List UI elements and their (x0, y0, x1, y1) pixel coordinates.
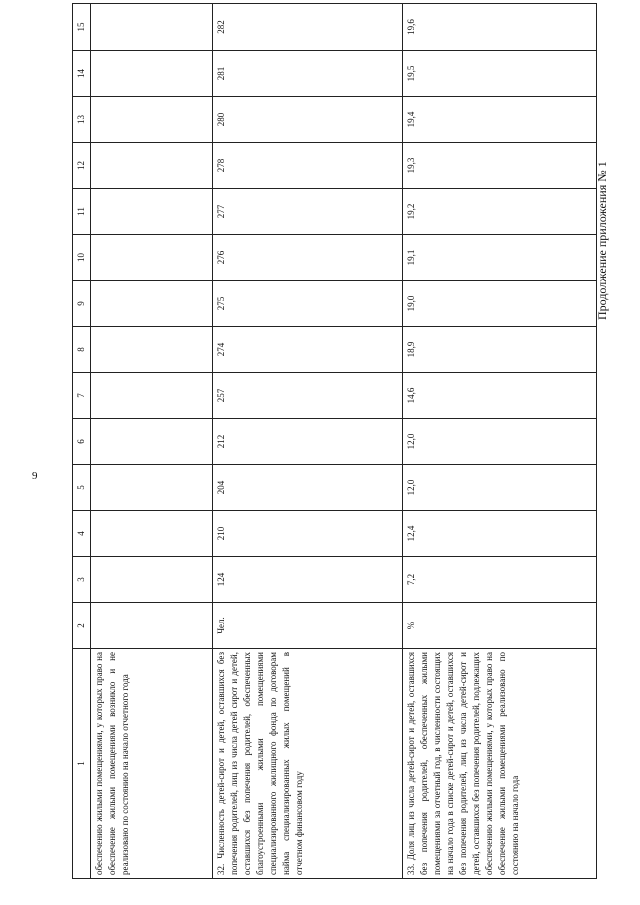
table-cell (91, 373, 213, 419)
table-cell (91, 235, 213, 281)
table-cell: 277 (213, 189, 403, 235)
table-cell: 19,6 (403, 4, 597, 51)
column-header: 8 (73, 327, 91, 373)
column-header: 6 (73, 419, 91, 465)
column-header: 14 (73, 51, 91, 97)
appendix-header (595, 40, 609, 320)
table-cell (91, 4, 213, 51)
table-cell: 124 (213, 557, 403, 603)
table-cell: 19,0 (403, 281, 597, 327)
table-cell: 18,9 (403, 327, 597, 373)
table-cell (91, 189, 213, 235)
column-header: 13 (73, 97, 91, 143)
column-header: 11 (73, 189, 91, 235)
column-header: 7 (73, 373, 91, 419)
table-cell: 19,1 (403, 235, 597, 281)
table-cell: 212 (213, 419, 403, 465)
row-description: обеспечению жилыми помещениями, у которых право на обеспечение жилыми помещениями возникло и не реализовано по состоянию на начало отчетного года (91, 649, 213, 879)
table-cell: 19,5 (403, 51, 597, 97)
row-unit: Чел. (213, 603, 403, 649)
table-cell: 257 (213, 373, 403, 419)
row-unit: % (403, 603, 597, 649)
column-header: 10 (73, 235, 91, 281)
data-table (72, 3, 597, 879)
column-header: 2 (73, 603, 91, 649)
table-cell: 204 (213, 465, 403, 511)
table-cell: 276 (213, 235, 403, 281)
table-cell (91, 557, 213, 603)
table-cell (91, 511, 213, 557)
table-cell: 210 (213, 511, 403, 557)
table-cell: 274 (213, 327, 403, 373)
table-cell: 12,0 (403, 419, 597, 465)
row-unit (91, 603, 213, 649)
table-cell: 14,6 (403, 373, 597, 419)
table-cell: 19,2 (403, 189, 597, 235)
table-cell (91, 97, 213, 143)
table-cell: 19,3 (403, 143, 597, 189)
table-cell: 278 (213, 143, 403, 189)
table-cell: 280 (213, 97, 403, 143)
column-header: 15 (73, 4, 91, 51)
column-header: 3 (73, 557, 91, 603)
column-header: 5 (73, 465, 91, 511)
row-description: 33. Доля лиц из числа детей-сирот и детей, оставшихся без попечения родителей, обеспеченных жилыми помещениями за отчетный год, в численности состоящих на начало года в списке детей-сирот и детей, оставшихся без попечения родителей, лиц из числа детей-сирот и детей, оставшихся без попечения родителей, подлежащих обеспечению жилыми помещениями, у которых право на обеспечение жилыми помещениями реализовано по состоянию на начало года (403, 649, 597, 879)
table-cell: 12,0 (403, 465, 597, 511)
column-header: 1 (73, 649, 91, 879)
table-cell: 282 (213, 4, 403, 51)
table-container (72, 19, 597, 879)
table-cell (91, 419, 213, 465)
table-cell (91, 281, 213, 327)
appendix-header-text: Продолжение приложения № 1 (595, 161, 609, 320)
table-row (403, 4, 597, 879)
page-number: 9 (32, 470, 38, 482)
table-cell: 19,4 (403, 97, 597, 143)
table-cell: 7,2 (403, 557, 597, 603)
column-number-row (73, 4, 91, 879)
table-cell (91, 465, 213, 511)
table-row (91, 4, 213, 879)
table-cell: 281 (213, 51, 403, 97)
column-header: 12 (73, 143, 91, 189)
row-description: 32. Численность детей-сирот и детей, оставшихся без попечения родителей, лиц из числа детей сирот и детей, оставшихся без попечения родителей, обеспеченных благоустроенными жилыми помещениями специализированного жилищного фонда по договорам найма специализированных жилых помещений в отчетном финансовом году (213, 649, 403, 879)
column-header: 9 (73, 281, 91, 327)
column-header: 4 (73, 511, 91, 557)
table-row (213, 4, 403, 879)
table-cell (91, 143, 213, 189)
table-cell: 275 (213, 281, 403, 327)
table-cell: 12,4 (403, 511, 597, 557)
table-cell (91, 327, 213, 373)
table-cell (91, 51, 213, 97)
